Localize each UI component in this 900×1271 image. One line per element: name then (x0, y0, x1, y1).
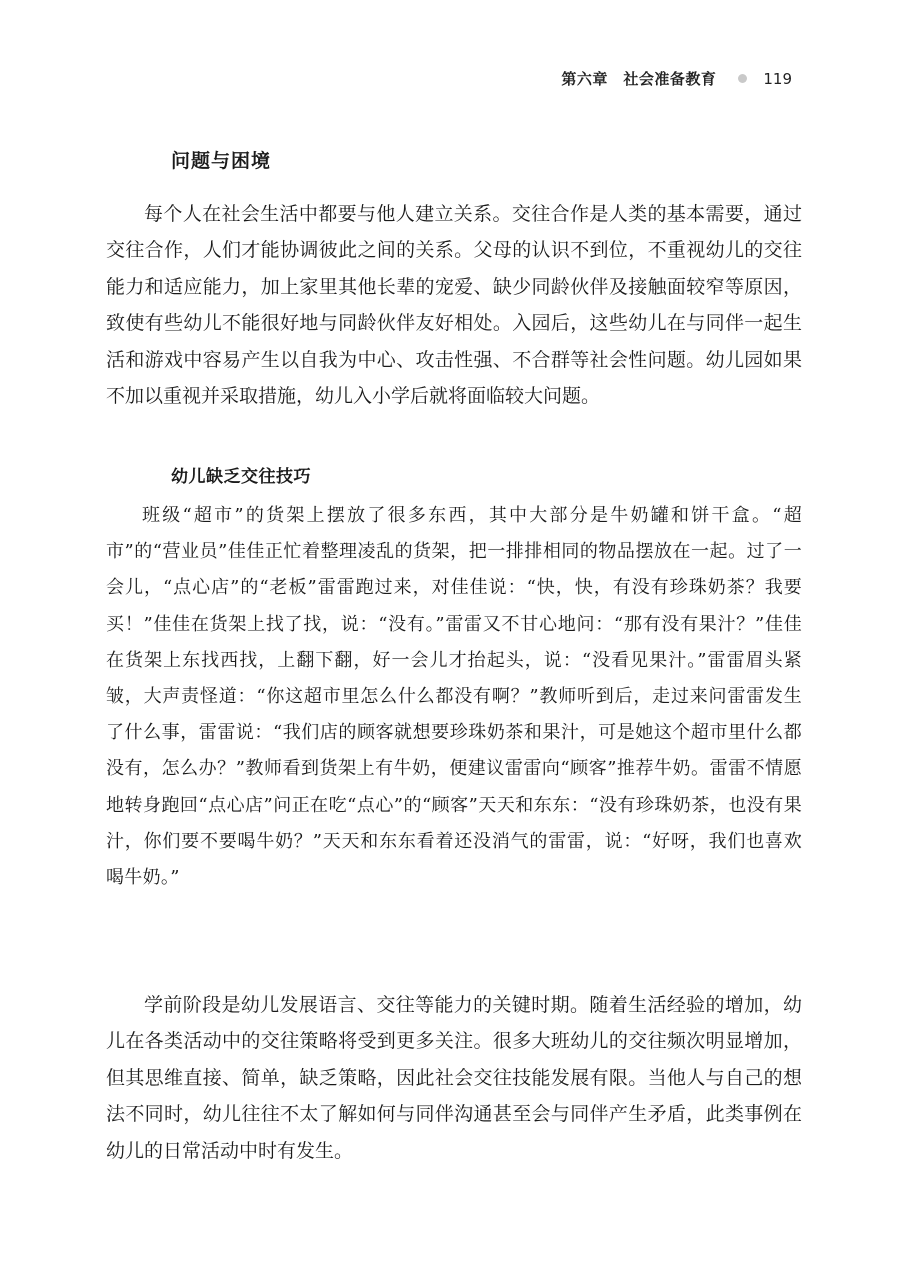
page-number: 119 (763, 69, 792, 88)
case-title: 幼儿缺乏交往技巧 (171, 467, 311, 487)
running-header (561, 68, 792, 89)
case-paragraph: 班级“超市”的货架上摆放了很多东西，其中大部分是牛奶罐和饼干盒。“超市”的“营业员”佳佳正忙着整理凌乱的货架，把一排排相同的物品摆放在一起。过了一会儿，“点心店”的“老板”雷雷跑过来，对佳佳说：“快，快，有没有珍珠奶茶？我要买！”佳佳在货架上找了找，说：“没有。”雷雷又不甘心地问：“那有没有果汁？”佳佳在货架上东找西找，上翻下翻，好一会儿才抬起头，说：“没看见果汁。”雷雷眉头紧皱，大声责怪道：“你这超市里怎么什么都没有啊？”教师听到后，走过来问雷雷发生了什么事，雷雷说：“我们店的顾客就想要珍珠奶茶和果汁，可是她这个超市里什么都没有，怎么办？”教师看到货架上有牛奶，便建议雷雷向“顾客”推荐牛奶。雷雷不情愿地转身跑回“点心店”问正在吃“点心”的“顾客”天天和东东：“没有珍珠奶茶，也没有果汁，你们要不要喝牛奶？”天天和东东看着还没消气的雷雷，说：“好呀，我们也喜欢喝牛奶。” (106, 505, 802, 889)
section-title: 问题与困境 (171, 150, 272, 172)
bullet-dot-icon (738, 74, 747, 83)
intro-paragraph: 每个人在社会生活中都要与他人建立关系。交往合作是人类的基本需要，通过交往合作，人们才能协调彼此之间的关系。父母的认识不到位，不重视幼儿的交往能力和适应能力，加上家里其他长辈的宠爱、缺少同龄伙伴及接触面较窄等原因，致使有些幼儿不能很好地与同龄伙伴友好相处。入园后，这些幼儿在与同伴一起生活和游戏中容易产生以自我为中心、攻击性强、不合群等社会性问题。幼儿园如果不加以重视并采取措施，幼儿入小学后就将面临较大问题。 (106, 203, 802, 408)
closing-paragraph: 学前阶段是幼儿发展语言、交往等能力的关键时期。随着生活经验的增加，幼儿在各类活动中的交往策略将受到更多关注。很多大班幼儿的交往频次明显增加，但其思维直接、简单，缺乏策略，因此社会交往技能发展有限。当他人与自己的想法不同时，幼儿往往不太了解如何与同伴沟通甚至会与同伴产生矛盾，此类事例在幼儿的日常活动中时有发生。 (106, 994, 802, 1162)
chapter-title: 第六章 社会准备教育 (561, 70, 717, 88)
